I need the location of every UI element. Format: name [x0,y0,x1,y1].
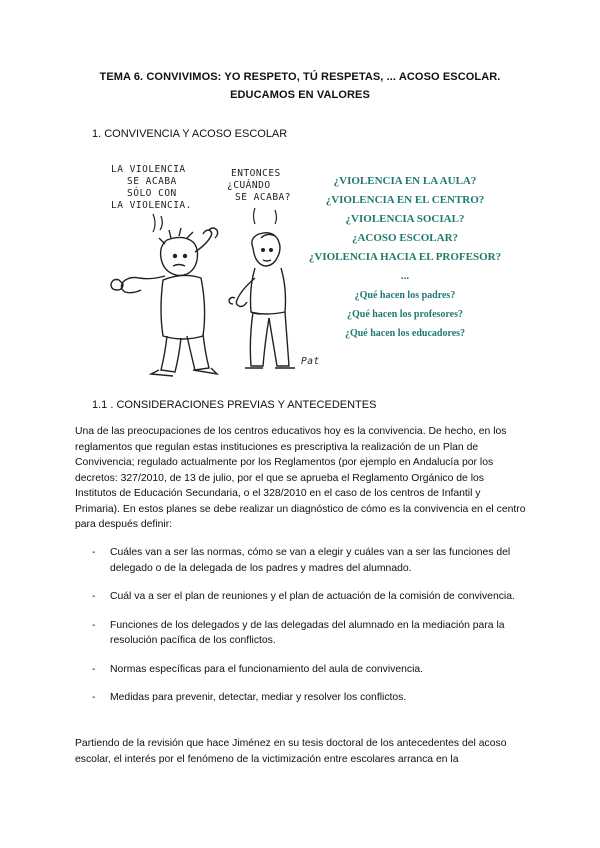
question-2: ¿VIOLENCIA EN EL CENTRO? [325,194,485,206]
list-item-text: Medidas para prevenir, detectar, mediar y resolver los conflictos. [110,692,407,703]
left-bubble-line-1: LA VIOLENCIA [111,164,186,175]
section-1-1-heading: 1.1 . CONSIDERACIONES PREVIAS Y ANTECEDENTES [92,399,377,411]
question-1: ¿VIOLENCIA EN LA AULA? [333,175,477,187]
cartoon-signature: Pat [301,356,320,367]
paragraph-2: Partiendo de la revisión que hace Jiménez en su tesis doctoral de los antecedentes del acoso escolar, el interés por el fenómeno de la victimización entre escolares arranca en la [75,738,507,765]
right-bubble-line-1: ENTONCES [231,168,281,179]
left-bubble-line-3: SÓLO CON [127,188,177,199]
list-item-text: Funciones de los delegados y de las delegadas del alumnado en la mediación para la resolución pacífica de los conflictos. [110,619,505,646]
title-line-1: TEMA 6. CONVIVIMOS: YO RESPETO, TÚ RESPETAS, ... ACOSO ESCOLAR. [99,71,501,83]
list-item [92,618,532,649]
question-4: ¿ACOSO ESCOLAR? [351,232,459,244]
paragraph-1: Una de las preocupaciones de los centros educativos hoy es la convivencia. De hecho, en los reglamentos que regulan estas instituciones es prescriptiva la realización de un Plan de Convivencia; regulado actualmente por los Reglamentos (por ejemplo en Andalucía por los decretos: 327/2010, de 13 de julio, por el que se aprueba el Reglamento Orgánico de los Institutos de Educación Secundaria, o el 328/2010 en el caso de los centros de Infantil y Primaria). En estos planes se debe realizar un diagnóstico de cómo es la convivencia en el centro para después definir: [75,426,526,530]
right-bubble-line-3: SE ACABA? [235,192,291,203]
bullet-list [92,545,532,719]
list-marker: - [92,663,96,675]
list-item [92,690,532,706]
question-6: ¿Qué hacen los padres? [354,290,456,301]
question-7: ¿Qué hacen los profesores? [346,309,463,320]
question-ellipsis: ... [400,270,410,282]
title-line-2: EDUCAMOS EN VALORES [230,89,370,101]
angry-man-figure [111,228,218,376]
right-bubble-line-2: ¿CUÁNDO [227,180,271,191]
list-marker: - [92,591,96,602]
list-item [92,662,532,678]
left-bubble-line-4: LA VIOLENCIA. [111,200,192,211]
section-1-heading: 1. CONVIVENCIA Y ACOSO ESCOLAR [92,128,288,140]
list-marker: - [92,547,96,558]
document-title [60,68,540,104]
question-8: ¿Qué hacen los educadores? [344,328,466,339]
list-marker: - [92,692,96,703]
left-bubble-line-2: SE ACABA [127,176,177,187]
list-item [92,589,532,605]
list-item [92,545,532,576]
calm-man-figure [229,233,295,368]
questions-list [305,172,505,343]
list-item-text: Normas específicas para el funcionamiento del aula de convivencia. [110,663,424,675]
list-marker: - [92,619,96,631]
list-item-text: Cuál va a ser el plan de reuniones y el plan de actuación de la comisión de convivencia. [110,591,515,602]
question-3: ¿VIOLENCIA SOCIAL? [345,213,465,225]
list-item-text: Cuáles van a ser las normas, cómo se van a elegir y cuáles van a ser las funciones del delegado o de la delegada de los padres y madres del alumnado. [110,547,511,574]
question-5: ¿VIOLENCIA HACIA EL PROFESOR? [308,251,502,263]
